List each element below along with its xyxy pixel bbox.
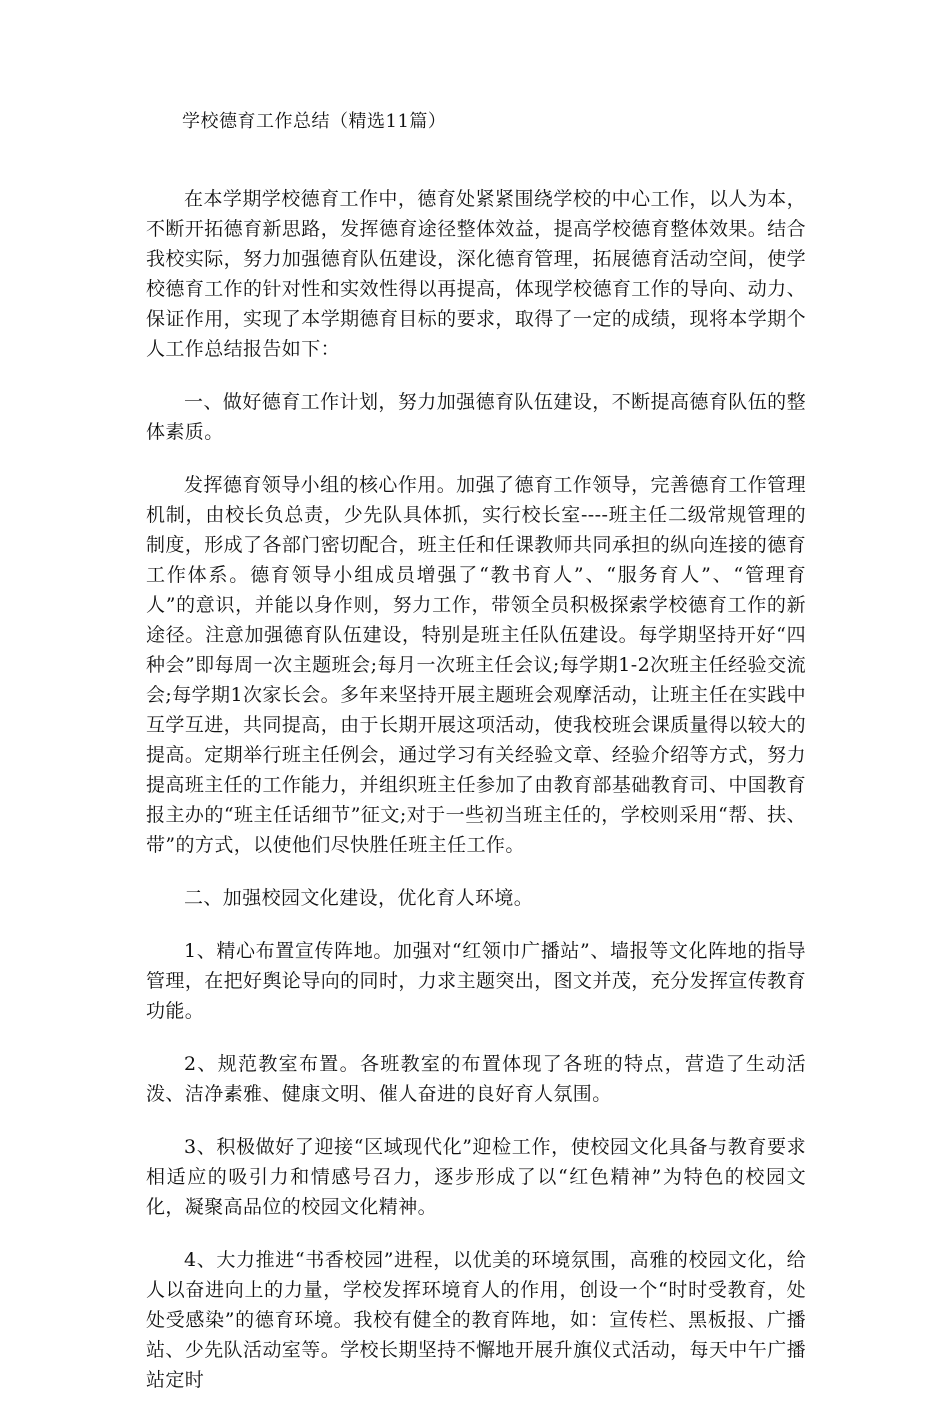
body-paragraph: 发挥德育领导小组的核心作用。加强了德育工作领导，完善德育工作管理机制，由校长负总责，少先队具体抓，实行校长室----班主任二级常规管理的制度，形成了各部门密切配合，班主任和任课教师共同承担的纵向连接的德育工作体系。德育领导小组成员增强了“教书育人”、“服务育人”、“管理育人”的意识，并能以身作则，努力工作，带领全员积极探索学校德育工作的新途径。注意加强德育队伍建设，特别是班主任队伍建设。每学期坚持开好“四种会”即每周一次主题班会;每月一次班主任会议;每学期1-2次班主任经验交流会;每学期1次家长会。多年来坚持开展主题班会观摩活动，让班主任在实践中互学互进，共同提高，由于长期开展这项活动，使我校班会课质量得以较大的提高。定期举行班主任例会，通过学习有关经验文章、经验介绍等方式，努力提高班主任的工作能力，并组织班主任参加了由教育部基础教育司、中国教育报主办的“班主任话细节”征文;对于一些初当班主任的，学校则采用“帮、扶、带”的方式，以使他们尽快胜任班主任工作。	[146, 474, 806, 856]
list-item-paragraph: 4、大力推进“书香校园”进程，以优美的环境氛围，高雅的校园文化，给人以奋进向上的力量，学校发挥环境育人的作用，创设一个“时时受教育，处处受感染”的德育环境。我校有健全的教育阵地，如：宣传栏、黑板报、广播站、少先队活动室等。学校长期坚持不懈地开展升旗仪式活动，每天中午广播站定时	[146, 1249, 806, 1391]
list-item-paragraph: 3、积极做好了迎接“区域现代化”迎检工作，使校园文化具备与教育要求相适应的吸引力和情感号召力，逐步形成了以“红色精神”为特色的校园文化，凝聚高品位的校园文化精神。	[146, 1136, 806, 1218]
document-page	[146, 108, 806, 1418]
section-heading-one: 一、做好德育工作计划，努力加强德育队伍建设，不断提高德育队伍的整体素质。	[146, 391, 806, 443]
document-body	[146, 184, 806, 1395]
list-item-paragraph: 2、规范教室布置。各班教室的布置体现了各班的特点，营造了生动活泼、洁净素雅、健康文明、催人奋进的良好育人氛围。	[146, 1053, 806, 1105]
document-title: 学校德育工作总结（精选11篇）	[182, 111, 447, 132]
section-heading-two: 二、加强校园文化建设，优化育人环境。	[184, 887, 534, 909]
list-item-paragraph: 1、精心布置宣传阵地。加强对“红领巾广播站”、墙报等文化阵地的指导管理，在把好舆论导向的同时，力求主题突出，图文并茂，充分发挥宣传教育功能。	[146, 940, 806, 1022]
intro-paragraph: 在本学期学校德育工作中，德育处紧紧围绕学校的中心工作，以人为本，不断开拓德育新思路，发挥德育途径整体效益，提高学校德育整体效果。结合我校实际，努力加强德育队伍建设，深化德育管理，拓展德育活动空间，使学校德育工作的针对性和实效性得以再提高，体现学校德育工作的导向、动力、保证作用，实现了本学期德育目标的要求，取得了一定的成绩，现将本学期个人工作总结报告如下：	[146, 188, 806, 360]
